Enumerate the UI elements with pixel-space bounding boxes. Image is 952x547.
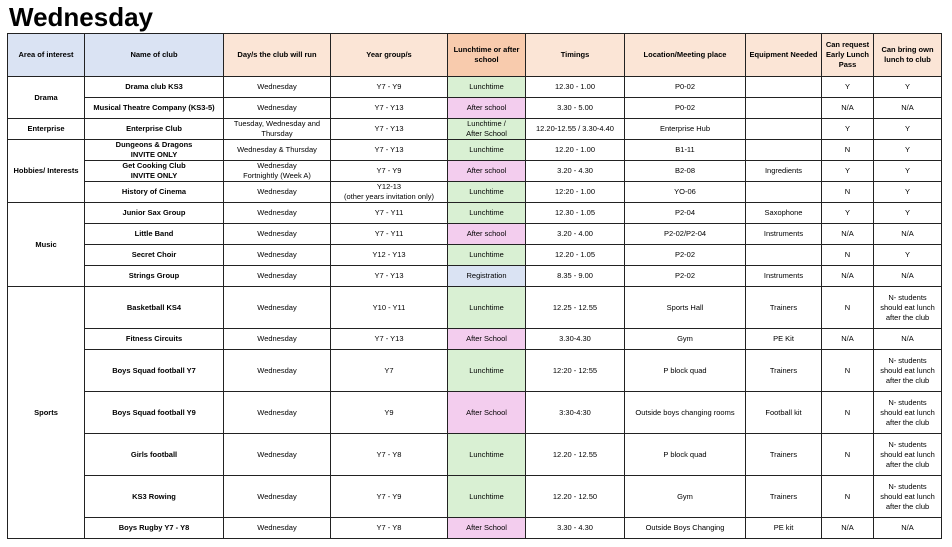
equipment-cell	[746, 77, 822, 98]
club-name-cell: History of Cinema	[85, 182, 224, 203]
club-name-cell: Fitness Circuits	[85, 329, 224, 350]
early-lunch-pass-cell: Y	[822, 77, 874, 98]
days-cell: Wednesday	[224, 287, 331, 329]
header-own-lunch: Can bring own lunch to club	[874, 34, 942, 77]
days-cell: Wednesday	[224, 77, 331, 98]
club-name-cell: Girls football	[85, 434, 224, 476]
timings-cell: 12.20-12.55 / 3.30-4.40	[526, 119, 625, 140]
early-lunch-pass-cell: Y	[822, 119, 874, 140]
year-group-cell: Y10 - Y11	[331, 287, 448, 329]
table-row	[8, 392, 942, 434]
timings-cell: 12.25 - 12.55	[526, 287, 625, 329]
location-cell: P0-02	[625, 98, 746, 119]
own-lunch-cell: Y	[874, 119, 942, 140]
timings-cell: 3.20 - 4.30	[526, 161, 625, 182]
equipment-cell	[746, 140, 822, 161]
equipment-cell: Trainers	[746, 350, 822, 392]
area-cell: Music	[8, 203, 85, 287]
session-cell: Registration	[448, 266, 526, 287]
days-cell: Wednesday	[224, 392, 331, 434]
session-cell: After school	[448, 161, 526, 182]
location-cell: P2-02	[625, 245, 746, 266]
early-lunch-pass-cell: N	[822, 182, 874, 203]
header-timings: Timings	[526, 34, 625, 77]
early-lunch-pass-cell: N	[822, 350, 874, 392]
table-row	[8, 182, 942, 203]
early-lunch-pass-cell: N	[822, 392, 874, 434]
days-cell: Wednesday & Thursday	[224, 140, 331, 161]
year-group-cell: Y7 - Y13	[331, 98, 448, 119]
own-lunch-cell: N- students should eat lunch after the club	[874, 434, 942, 476]
early-lunch-pass-cell: N	[822, 245, 874, 266]
header-row	[8, 34, 942, 77]
equipment-cell	[746, 119, 822, 140]
header-location: Location/Meeting place	[625, 34, 746, 77]
own-lunch-cell: N- students should eat lunch after the club	[874, 476, 942, 518]
table-row	[8, 350, 942, 392]
session-cell: After School	[448, 392, 526, 434]
timings-cell: 12:20 - 12:55	[526, 350, 625, 392]
equipment-cell	[746, 98, 822, 119]
header-year: Year group/s	[331, 34, 448, 77]
days-cell: Wednesday	[224, 476, 331, 518]
location-cell: YO-06	[625, 182, 746, 203]
table-row	[8, 329, 942, 350]
early-lunch-pass-cell: N/A	[822, 329, 874, 350]
year-group-cell: Y7 - Y13	[331, 329, 448, 350]
session-cell: After school	[448, 224, 526, 245]
table-row	[8, 266, 942, 287]
days-cell: Wednesday	[224, 434, 331, 476]
session-cell: After school	[448, 98, 526, 119]
area-cell: Sports	[8, 287, 85, 539]
location-cell: Sports Hall	[625, 287, 746, 329]
days-cell: Wednesday	[224, 266, 331, 287]
own-lunch-cell: N/A	[874, 266, 942, 287]
session-cell: Lunchtime	[448, 476, 526, 518]
early-lunch-pass-cell: Y	[822, 161, 874, 182]
club-name-cell: Junior Sax Group	[85, 203, 224, 224]
area-cell: Hobbies/ Interests	[8, 140, 85, 203]
own-lunch-cell: Y	[874, 77, 942, 98]
header-name: Name of club	[85, 34, 224, 77]
days-cell: Wednesday	[224, 245, 331, 266]
header-equipment: Equipment Needed	[746, 34, 822, 77]
club-name-cell: Secret Choir	[85, 245, 224, 266]
timings-cell: 12.30 - 1.05	[526, 203, 625, 224]
own-lunch-cell: N/A	[874, 329, 942, 350]
early-lunch-pass-cell: N/A	[822, 518, 874, 539]
session-cell: Lunchtime / After School	[448, 119, 526, 140]
table-row	[8, 119, 942, 140]
year-group-cell: Y9	[331, 392, 448, 434]
timings-cell: 12.30 - 1.00	[526, 77, 625, 98]
timings-cell: 12.20 - 1.05	[526, 245, 625, 266]
early-lunch-pass-cell: N/A	[822, 98, 874, 119]
equipment-cell: PE kit	[746, 518, 822, 539]
equipment-cell: Saxophone	[746, 203, 822, 224]
location-cell: P2-02/P2-04	[625, 224, 746, 245]
days-cell: Wednesday	[224, 329, 331, 350]
table-row	[8, 518, 942, 539]
table-row	[8, 98, 942, 119]
club-name-cell: Little Band	[85, 224, 224, 245]
page-title: Wednesday	[9, 2, 154, 32]
club-name-cell: Basketball KS4	[85, 287, 224, 329]
timings-cell: 12.20 - 12.50	[526, 476, 625, 518]
days-cell: Wednesday	[224, 518, 331, 539]
timings-cell: 3:30-4:30	[526, 392, 625, 434]
session-cell: Lunchtime	[448, 434, 526, 476]
location-cell: Gym	[625, 476, 746, 518]
table-row	[8, 476, 942, 518]
equipment-cell: Instruments	[746, 224, 822, 245]
club-name-cell: Strings Group	[85, 266, 224, 287]
club-name-cell: Boys Rugby Y7 - Y8	[85, 518, 224, 539]
year-group-cell: Y12-13 (other years invitation only)	[331, 182, 448, 203]
equipment-cell: Trainers	[746, 434, 822, 476]
session-cell: Lunchtime	[448, 140, 526, 161]
year-group-cell: Y12 - Y13	[331, 245, 448, 266]
session-cell: Lunchtime	[448, 77, 526, 98]
equipment-cell: Football kit	[746, 392, 822, 434]
year-group-cell: Y7 - Y11	[331, 224, 448, 245]
early-lunch-pass-cell: N	[822, 476, 874, 518]
days-cell: Wednesday Fortnightly (Week A)	[224, 161, 331, 182]
own-lunch-cell: N- students should eat lunch after the club	[874, 287, 942, 329]
year-group-cell: Y7	[331, 350, 448, 392]
year-group-cell: Y7 - Y13	[331, 266, 448, 287]
days-cell: Wednesday	[224, 182, 331, 203]
timings-cell: 12:20 - 1.00	[526, 182, 625, 203]
days-cell: Wednesday	[224, 203, 331, 224]
table-body	[8, 77, 942, 539]
table-row	[8, 161, 942, 182]
year-group-cell: Y7 - Y11	[331, 203, 448, 224]
location-cell: Gym	[625, 329, 746, 350]
timings-cell: 12.20 - 12.55	[526, 434, 625, 476]
club-name-cell: Boys Squad football Y9	[85, 392, 224, 434]
club-name-cell: Enterprise Club	[85, 119, 224, 140]
equipment-cell: PE Kit	[746, 329, 822, 350]
own-lunch-cell: N/A	[874, 224, 942, 245]
year-group-cell: Y7 - Y9	[331, 476, 448, 518]
own-lunch-cell: Y	[874, 161, 942, 182]
session-cell: After School	[448, 518, 526, 539]
table-row	[8, 287, 942, 329]
area-cell: Drama	[8, 77, 85, 119]
club-name-cell: Drama club KS3	[85, 77, 224, 98]
early-lunch-pass-cell: N/A	[822, 266, 874, 287]
timings-cell: 3.30 - 4.30	[526, 518, 625, 539]
clubs-table	[7, 33, 942, 539]
club-name-cell: Musical Theatre Company (KS3-5)	[85, 98, 224, 119]
table-row	[8, 434, 942, 476]
session-cell: Lunchtime	[448, 245, 526, 266]
year-group-cell: Y7 - Y9	[331, 77, 448, 98]
equipment-cell: Trainers	[746, 476, 822, 518]
club-name-cell: KS3 Rowing	[85, 476, 224, 518]
equipment-cell	[746, 182, 822, 203]
table-row	[8, 245, 942, 266]
own-lunch-cell: Y	[874, 140, 942, 161]
location-cell: P block quad	[625, 434, 746, 476]
location-cell: Enterprise Hub	[625, 119, 746, 140]
year-group-cell: Y7 - Y8	[331, 434, 448, 476]
year-group-cell: Y7 - Y13	[331, 119, 448, 140]
club-name-cell: Dungeons & Dragons INVITE ONLY	[85, 140, 224, 161]
location-cell: B2-08	[625, 161, 746, 182]
club-name-cell: Boys Squad football Y7	[85, 350, 224, 392]
own-lunch-cell: N- students should eat lunch after the club	[874, 392, 942, 434]
year-group-cell: Y7 - Y13	[331, 140, 448, 161]
club-name-cell: Get Cooking Club INVITE ONLY	[85, 161, 224, 182]
session-cell: Lunchtime	[448, 350, 526, 392]
location-cell: Outside Boys Changing	[625, 518, 746, 539]
days-cell: Wednesday	[224, 350, 331, 392]
early-lunch-pass-cell: Y	[822, 203, 874, 224]
session-cell: After School	[448, 329, 526, 350]
session-cell: Lunchtime	[448, 287, 526, 329]
table-row	[8, 224, 942, 245]
own-lunch-cell: Y	[874, 182, 942, 203]
year-group-cell: Y7 - Y9	[331, 161, 448, 182]
header-early-pass: Can request Early Lunch Pass	[822, 34, 874, 77]
timings-cell: 3.30-4.30	[526, 329, 625, 350]
equipment-cell	[746, 245, 822, 266]
location-cell: P0-02	[625, 77, 746, 98]
days-cell: Wednesday	[224, 224, 331, 245]
equipment-cell: Ingredients	[746, 161, 822, 182]
timings-cell: 3.20 - 4.00	[526, 224, 625, 245]
days-cell: Wednesday	[224, 98, 331, 119]
early-lunch-pass-cell: N	[822, 140, 874, 161]
table-row	[8, 203, 942, 224]
table-row	[8, 77, 942, 98]
header-days: Day/s the club will run	[224, 34, 331, 77]
early-lunch-pass-cell: N	[822, 287, 874, 329]
equipment-cell: Instruments	[746, 266, 822, 287]
own-lunch-cell: N/A	[874, 98, 942, 119]
early-lunch-pass-cell: N/A	[822, 224, 874, 245]
own-lunch-cell: N/A	[874, 518, 942, 539]
own-lunch-cell: N- students should eat lunch after the club	[874, 350, 942, 392]
days-cell: Tuesday, Wednesday and Thursday	[224, 119, 331, 140]
location-cell: Outside boys changing rooms	[625, 392, 746, 434]
header-when: Lunchtime or after school	[448, 34, 526, 77]
table-row	[8, 140, 942, 161]
early-lunch-pass-cell: N	[822, 434, 874, 476]
location-cell: P block quad	[625, 350, 746, 392]
timings-cell: 8.35 - 9.00	[526, 266, 625, 287]
year-group-cell: Y7 - Y8	[331, 518, 448, 539]
session-cell: Lunchtime	[448, 182, 526, 203]
area-cell: Enterprise	[8, 119, 85, 140]
equipment-cell: Trainers	[746, 287, 822, 329]
timings-cell: 12.20 - 1.00	[526, 140, 625, 161]
location-cell: B1-11	[625, 140, 746, 161]
header-area: Area of interest	[8, 34, 85, 77]
location-cell: P2-04	[625, 203, 746, 224]
location-cell: P2-02	[625, 266, 746, 287]
session-cell: Lunchtime	[448, 203, 526, 224]
timings-cell: 3.30 - 5.00	[526, 98, 625, 119]
own-lunch-cell: Y	[874, 203, 942, 224]
own-lunch-cell: Y	[874, 245, 942, 266]
